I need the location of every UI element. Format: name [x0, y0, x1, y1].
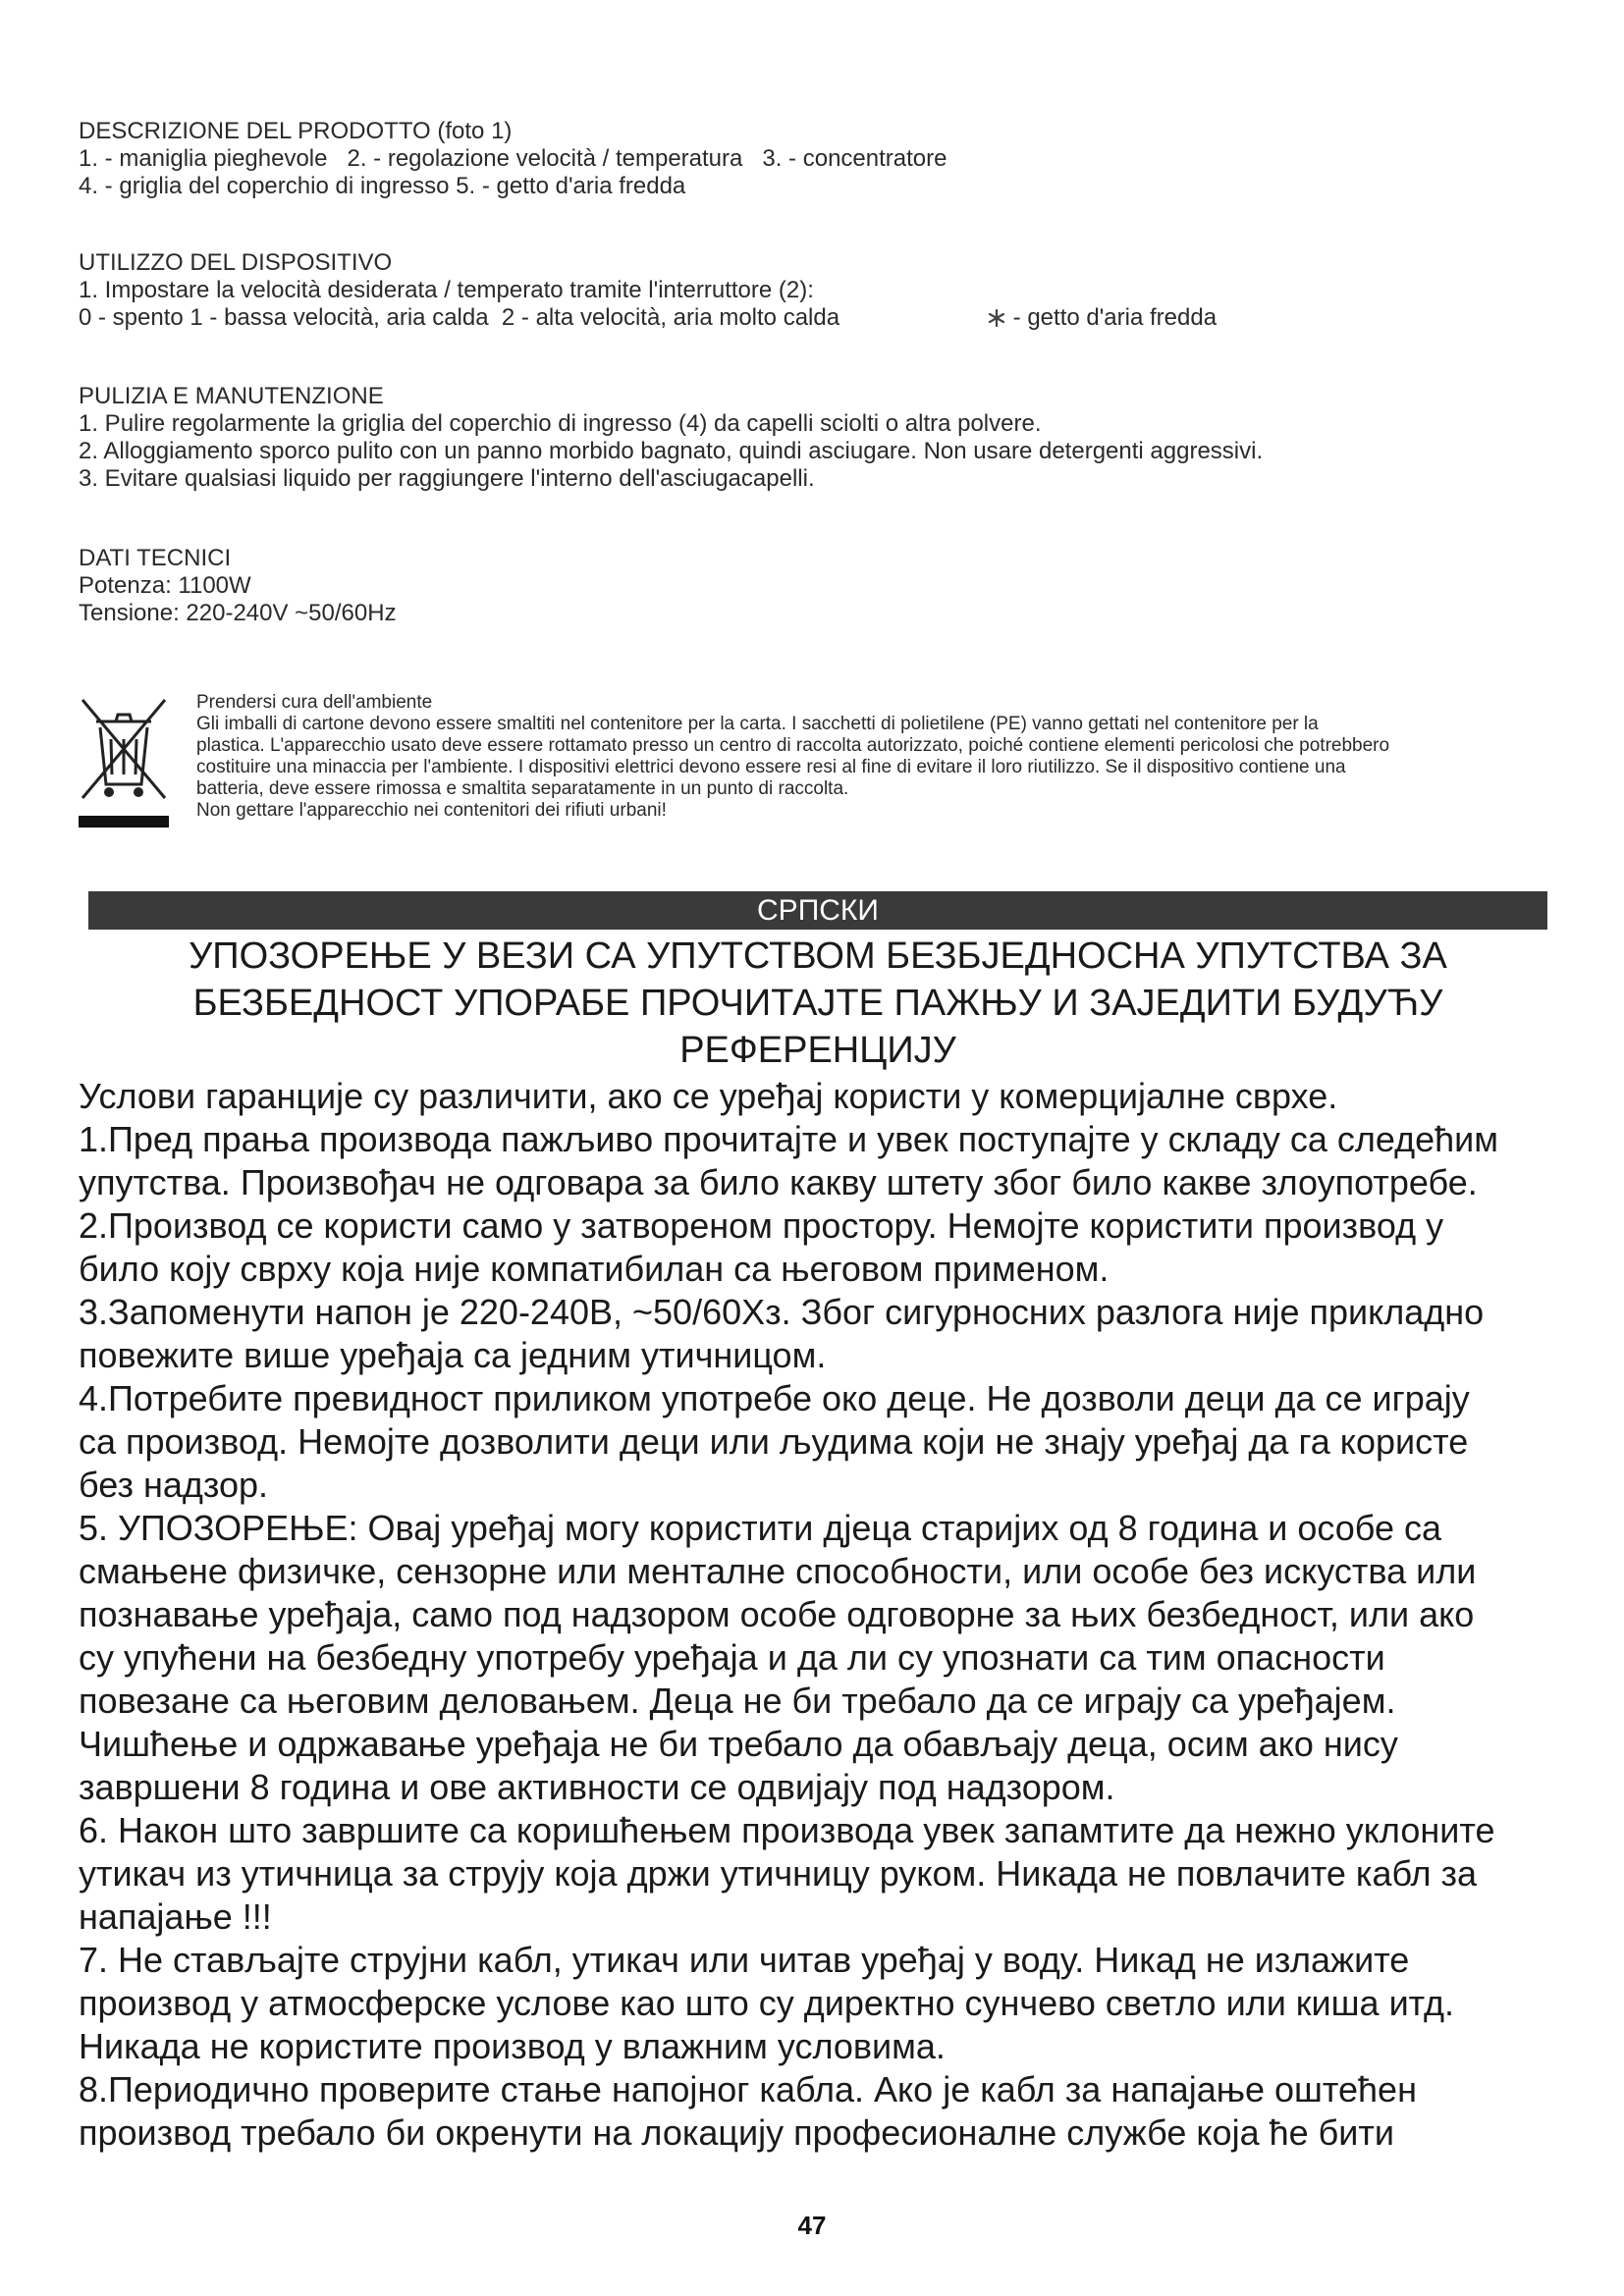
safety-title	[88, 933, 1547, 1074]
safety-title-line: РЕФЕРЕНЦИЈУ	[679, 1030, 956, 1071]
instruction-line: Услови гаранције су различити, ако се уређај користи у комерцијалне сврхе.	[79, 1076, 1338, 1116]
instruction-line: 2.Производ се користи само у затвореном простору. Немојте користити производ у	[79, 1205, 1444, 1246]
instruction-line: напајање !!!	[79, 1896, 272, 1937]
cleaning-line: 1. Pulire regolarmente la griglia del coperchio di ingresso (4) da capelli sciolti o altra polvere.	[79, 410, 1042, 437]
safety-title-line: БЕЗБЕДНОСТ УПОРАБЕ ПРОЧИТАЈТЕ ПАЖЊУ И ЗАЈЕДИТИ БУДУЋУ	[192, 983, 1443, 1024]
safety-instructions	[79, 1075, 1571, 2155]
heading-usage: UTILIZZO DEL DISPOSITIVO	[79, 249, 393, 276]
page-number: 47	[797, 2211, 827, 2240]
instruction-line: 3.Запоменути напон је 220-240В, ~50/60Хз. Због сигурносних разлога није прикладно	[79, 1292, 1485, 1332]
usage-line: 0 - spento 1 - bassa velocità, aria calda 2 - alta velocità, aria molto calda	[79, 304, 840, 331]
safety-title-line: УПОЗОРЕЊЕ У ВЕЗИ СА УПУТСТВОМ БЕЗБЈЕДНОСНА УПУТСТВА ЗА	[189, 935, 1447, 977]
heading-cleaning: PULIZIA E MANUTENZIONE	[79, 383, 384, 409]
environment-line: Gli imballi di cartone devono essere smaltiti nel contenitore per la carta. I sacchetti di polietilene (PE) vanno gettati nel contenitore per la	[196, 714, 1319, 734]
environment-line: plastica. L'apparecchio usato deve essere rottamato presso un centro di raccolta autorizzato, poiché contiene elementi pericolosi che potrebbero	[196, 735, 1390, 756]
instruction-line: Чишћење и одржавање уређаја не би требало да обављају деца, осим ако нису	[79, 1724, 1398, 1764]
instruction-line: повезане са његовим деловањем. Деца не би требало да се играју са уређајем.	[79, 1681, 1396, 1721]
instruction-line: Никада не користите производ у влажним условима.	[79, 2026, 946, 2066]
instruction-line: повежите више уређаја са једним утичницом.	[79, 1335, 827, 1375]
instruction-line: 8.Периодично проверите стање напојног кабла. Ако је кабл за напајање оштећен	[79, 2069, 1417, 2109]
cleaning-line: 3. Evitare qualsiasi liquido per raggiungere l'interno dell'asciugacapelli.	[79, 465, 815, 492]
environment-line: costituire una minaccia per l'ambiente. I dispositivi elettrici devono essere resi al fine di evitare il loro riutilizzo. Se il dispositivo contiene una	[196, 757, 1346, 777]
instruction-line: упутства. Произвођач не одговара за било какву штету због било какве злоупотребе.	[79, 1162, 1478, 1202]
instruction-line: било коју сврху која није компатибилан са његовом применом.	[79, 1249, 1110, 1289]
cleaning-line: 2. Alloggiamento sporco pulito con un panno morbido bagnato, quindi asciugare. Non usare detergenti aggressivi.	[79, 438, 1264, 464]
heading-description: DESCRIZIONE DEL PRODOTTO (foto 1)	[79, 118, 513, 144]
instruction-line: 4.Потребите превидност приликом употребе око деце. Не дозволи деци да се играју	[79, 1378, 1470, 1418]
section-tech-data	[79, 545, 1551, 627]
heading-tech: DATI TECNICI	[79, 545, 232, 571]
instruction-line: познавање уређаја, само под надзором особе одговорне за њих безбедност, или ако	[79, 1594, 1475, 1634]
instruction-line: производ у атмосферске услове као што су директно сунчево светло или киша итд.	[79, 1983, 1454, 2023]
description-line: 1. - maniglia pieghevole 2. - regolazione velocità / temperatura 3. - concentratore	[79, 145, 947, 172]
tech-power: Potenza: 1100W	[79, 572, 251, 599]
snowflake-icon	[987, 308, 1006, 328]
instruction-line: смањене физичке, сензорне или менталне способности, или особе без искуства или	[79, 1551, 1477, 1591]
section-usage	[79, 249, 1551, 332]
description-line: 4. - griglia del coperchio di ingresso 5. - getto d'aria fredda	[79, 173, 686, 199]
section-product-description	[79, 118, 1551, 200]
instruction-line: 1.Пред прања производа пажљиво прочитајте и увек поступајте у складу са следећим	[79, 1119, 1498, 1159]
instruction-line: утикач из утичница за струју која држи утичницу руком. Никада не повлачите кабл за	[79, 1853, 1478, 1894]
section-environment	[196, 692, 1551, 822]
instruction-line: 5. УПОЗОРЕЊЕ: Овај уређај могу користити дјеца старијих од 8 година и особе са	[79, 1508, 1442, 1548]
cold-air-label: - getto d'aria fredda	[1012, 304, 1218, 331]
crossed-out-bin-icon	[77, 690, 171, 837]
instruction-line: производ требало би окренути на локацију професионалне службе која ће бити	[79, 2112, 1394, 2153]
usage-line: 1. Impostare la velocità desiderata / temperato tramite l'interruttore (2):	[79, 277, 814, 303]
tech-voltage: Tensione: 220-240V ~50/60Hz	[79, 600, 397, 626]
instruction-line: завршени 8 година и ове активности се одвијају под надзором.	[79, 1767, 1115, 1807]
instruction-line: са производ. Немојте дозволити деци или људима који не знају уређај да га користе	[79, 1421, 1469, 1462]
heading-environment: Prendersi cura dell'ambiente	[196, 692, 433, 713]
instruction-line: су упућени на безбедну употребу уређаја и да ли су упознати са тим опасности	[79, 1637, 1385, 1678]
instruction-line: 6. Након што завршите са коришћењем производа увек запамтите да нежно уклоните	[79, 1810, 1495, 1850]
language-banner: СРПСКИ	[88, 891, 1547, 930]
instruction-line: без надзор.	[79, 1465, 269, 1505]
environment-line: Non gettare l'apparecchio nei contenitori dei rifiuti urbani!	[196, 800, 667, 821]
environment-line: batteria, deve essere rimossa e smaltita separatamente in un punto di raccolta.	[196, 778, 849, 799]
cold-air-note	[987, 304, 1217, 332]
instruction-line: 7. Не стављајте струјни кабл, утикач или читав уређај у воду. Никад не излажите	[79, 1940, 1410, 1980]
section-cleaning	[79, 383, 1551, 493]
